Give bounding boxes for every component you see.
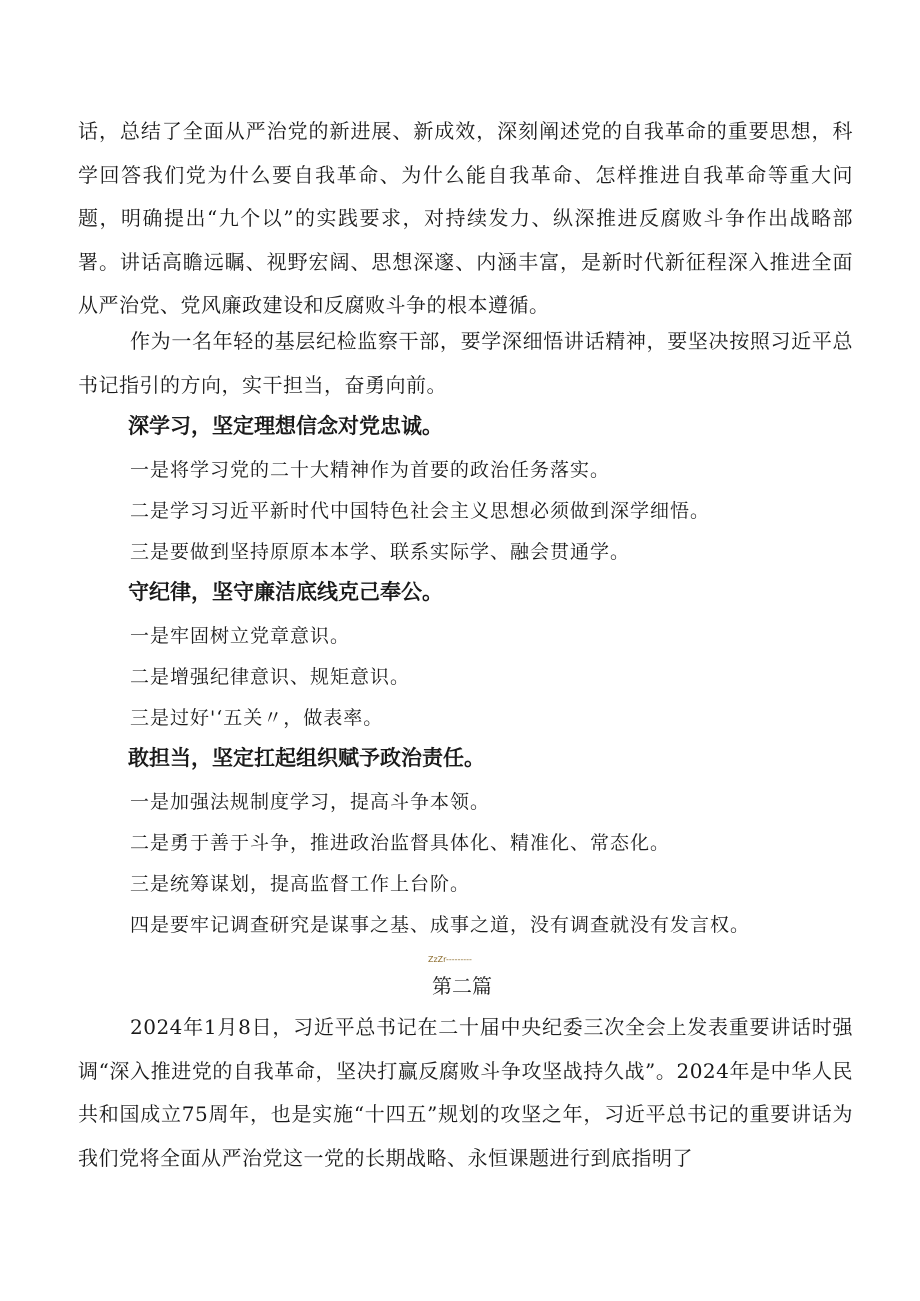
list-item: 二是勇于善于斗争，推进政治监督具体化、精准化、常态化。 [130,832,671,854]
list-item: 一是牢固树立党章意识。 [130,625,351,647]
list-item: 一是加强法规制度学习，提高斗争本领。 [130,791,491,813]
list-item: 三是过好'‘五关〃，做表率。 [130,707,384,729]
list-item: 三是要做到坚持原原本本学、联系实际学、融会贯通学。 [130,541,631,563]
list-item: 一是将学习党的二十大精神作为首要的政治任务落实。 [130,459,611,481]
list-item: 二是学习习近平新时代中国特色社会主义思想必须做到深学细悟。 [130,500,711,522]
list-item: 二是增强纪律意识、规矩意识。 [130,666,411,688]
section-heading-study: 深学习，坚定理想信念对党忠诚。 [128,414,443,438]
intro-paragraph: 话，总结了全面从严治党的新进展、新成效，深刻阐述党的自我革命的重要思想，科学回答我们党为什么要自我革命、为什么能自我革命、怎样推进自我革命等重大问题，明确提出“九个以”的实践要求，对持续发力、纵深推进反腐败斗争作出战略部署。讲话高瞻远瞩、视野宏阔、思想深邃、内涵丰富，是新时代新征程深入推进全面从严治党、党风廉政建设和反腐败斗争的根本遵循。 [78,119,853,317]
section-heading-discipline: 守纪律，坚守廉洁底线克己奉公。 [128,580,443,604]
second-article-paragraph: 2024年1月8日，习近平总书记在二十届中央纪委三次全会上发表重要讲话时强调“深入推进党的自我革命，坚决打赢反腐败斗争攻坚战持久战”。2024年是中华人民共和国成立75周年，也是实施“十四五”规划的攻坚之年，习近平总书记的重要讲话为我们党将全面从严治党这一党的长期战略、永恒课题进行到底指明了 [78,1015,853,1170]
list-item: 三是统筹谋划，提高监督工作上台阶。 [130,873,471,895]
section-heading-responsibility: 敢担当，坚定扛起组织赋予政治责任。 [128,746,485,770]
resolution-paragraph: 作为一名年轻的基层纪检监察干部，要学深细悟讲话精神，要坚决按照习近平总书记指引的方向，实干担当，奋勇向前。 [78,329,853,397]
second-article-title: 第二篇 [432,974,492,998]
section-divider-mark: ZzZr--------- [428,955,472,964]
list-item: 四是要牢记调查研究是谋事之基、成事之道，没有调查就没有发言权。 [130,914,751,936]
